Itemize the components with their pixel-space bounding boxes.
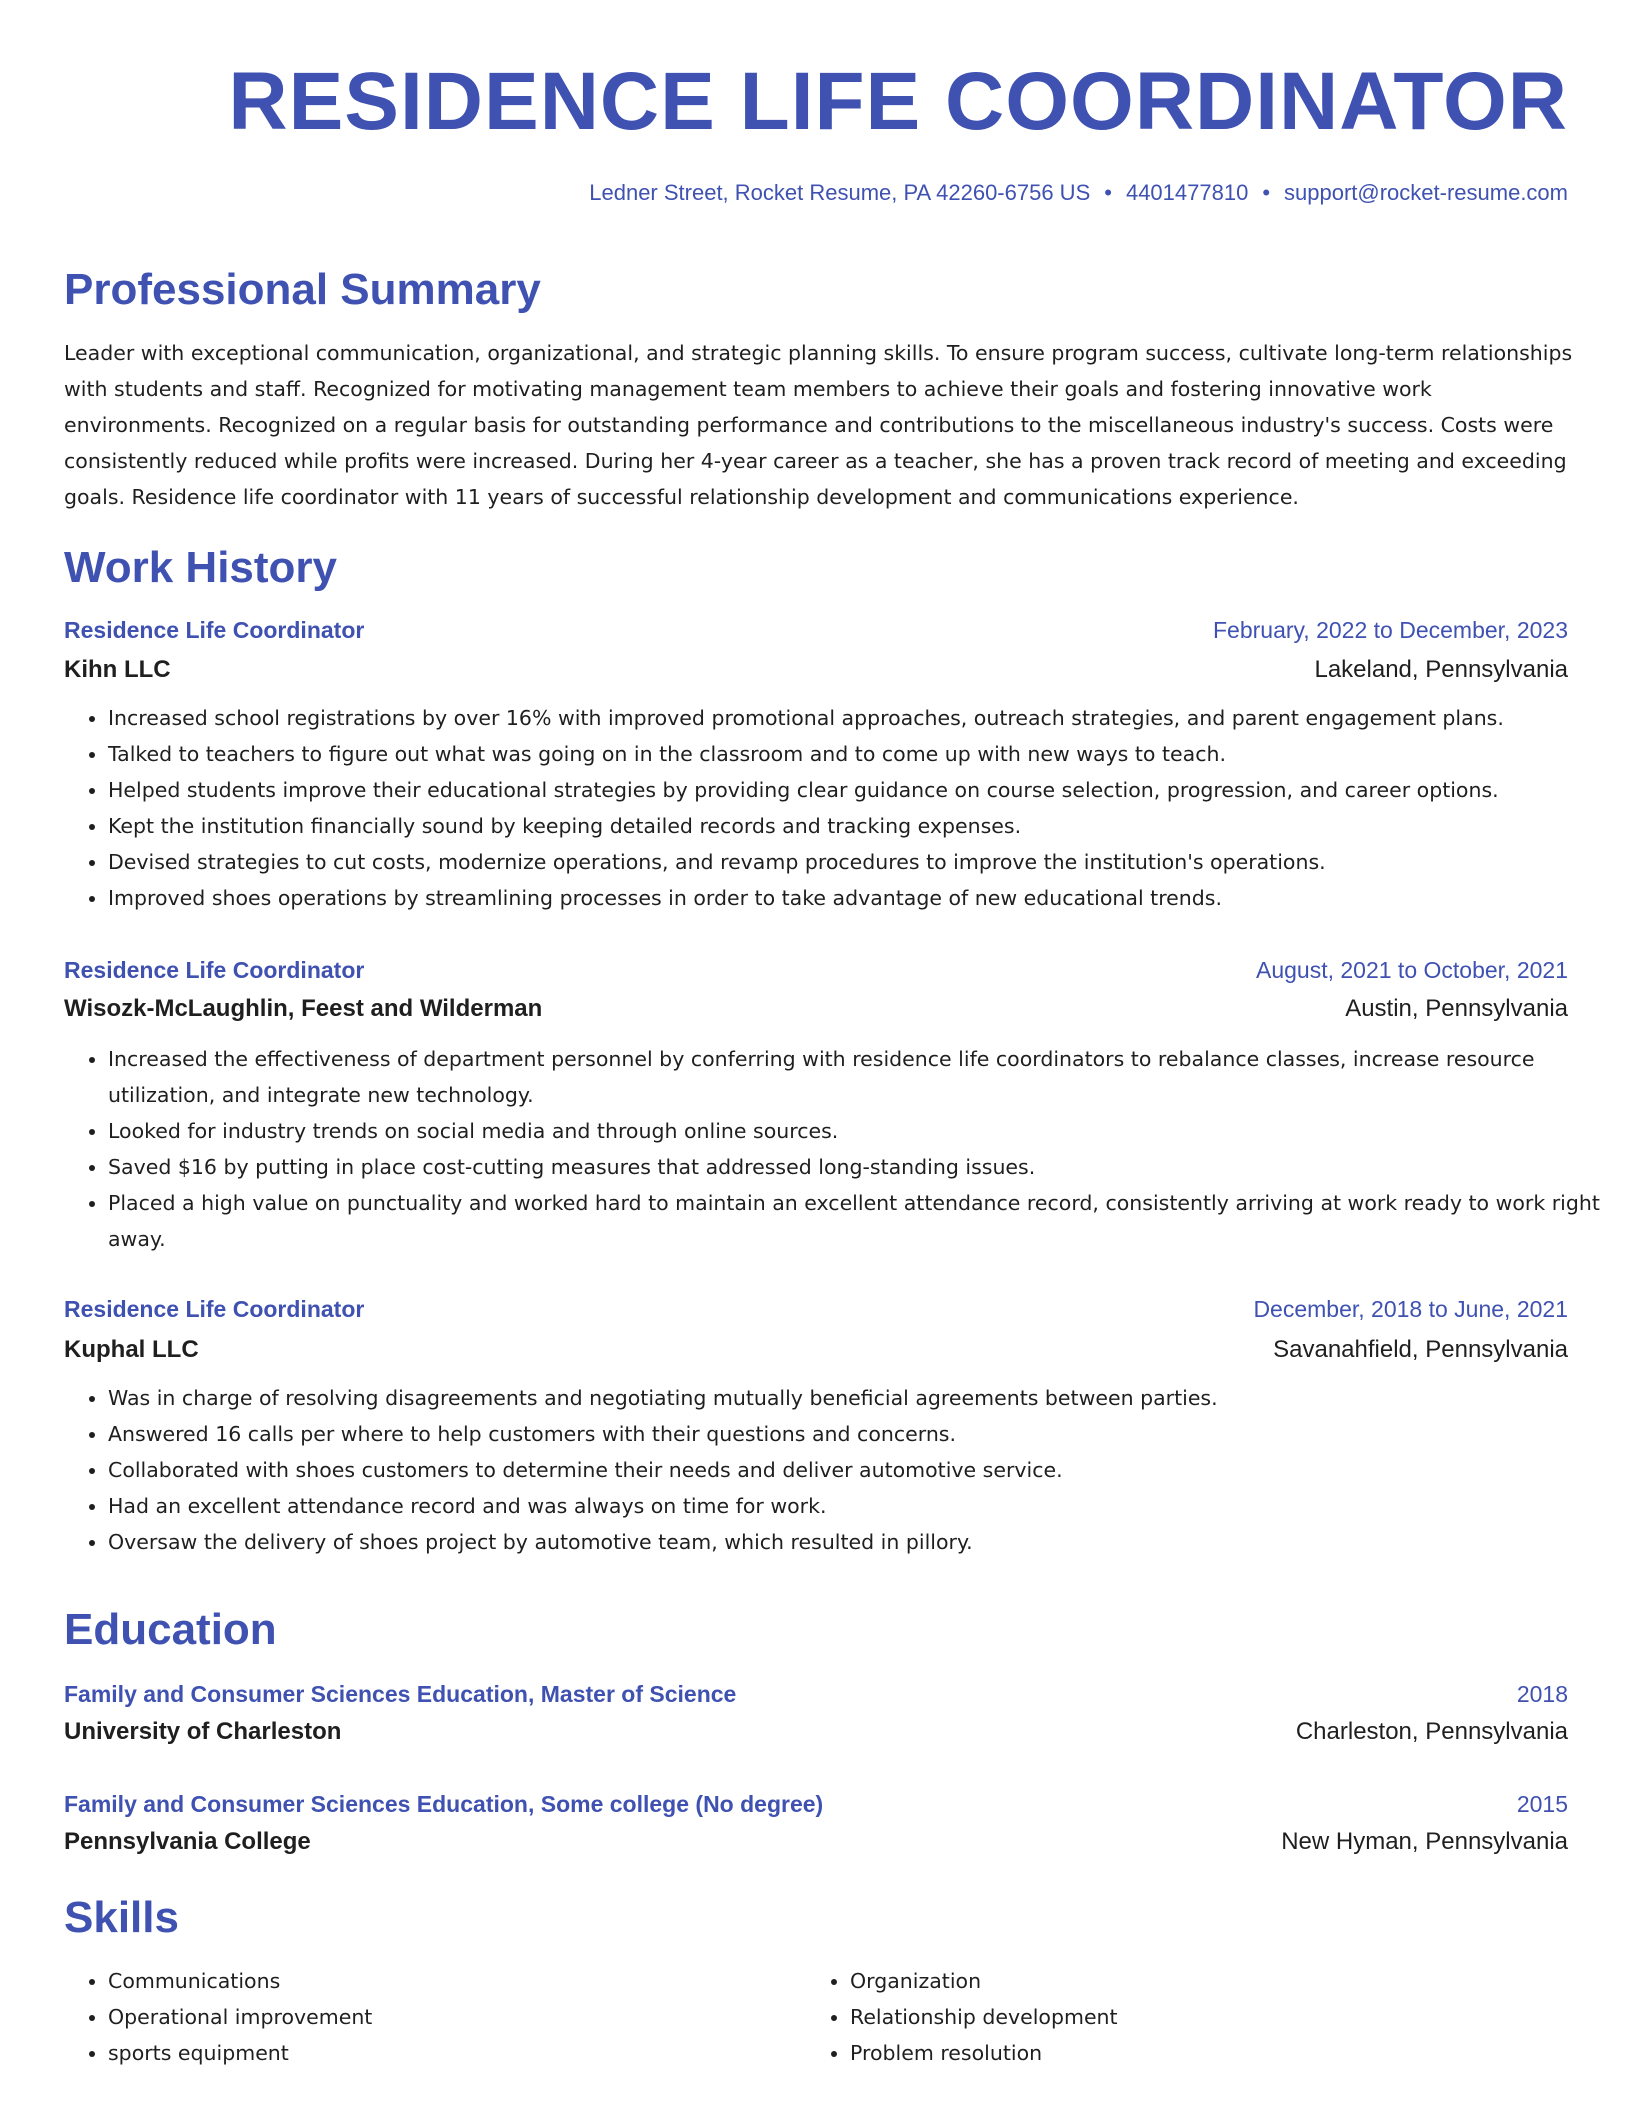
list-item: • Operational improvement (108, 1999, 372, 2035)
separator-dot: • (1104, 180, 1112, 205)
job-header-row (64, 617, 1568, 644)
skills-list-right (806, 1963, 1118, 2071)
list-item: • Organization (850, 1963, 1118, 1999)
job-location: Savanahfield, Pennsylvania (1273, 1336, 1568, 1363)
company-row (64, 1336, 1568, 1364)
list-item: • Talked to teachers to figure out what was going on in the classroom and to come up with new ways to teach. (108, 736, 1618, 772)
company-name: Wisozk-McLaughlin, Feest and Wilderman (64, 995, 543, 1022)
list-item: • Placed a high value on punctuality and worked hard to maintain an excellent attendance record, consistently arriving at work ready to work right away. (108, 1185, 1618, 1257)
job-dates: February, 2022 to December, 2023 (1212, 617, 1568, 643)
summary-text: Leader with exceptional communication, organizational, and strategic planning skills. To ensure program success, cultivate long-term relationships with students and staff. Recognized for motivating management team members to achieve their goals and fostering innovative work environments. Recognized on a regular basis for outstanding performance and contributions to the miscellaneous industry's success. Costs were consistently reduced while profits were increased. During her 4-year career as a teacher, she has a proven track record of meeting and exceeding goals. Residence life coordinator with 11 years of successful relationship development and communications experience. (64, 341, 1573, 509)
graduation-year: 2018 (1516, 1681, 1568, 1707)
list-item: • Oversaw the delivery of shoes project by automotive team, which resulted in pillory. (108, 1524, 1618, 1560)
contact-line (589, 180, 1568, 206)
list-item: • Kept the institution financially sound by keeping detailed records and tracking expenses. (108, 808, 1618, 844)
job-header-row (64, 957, 1568, 984)
job-location: Lakeland, Pennsylvania (1314, 656, 1568, 683)
list-item: • Looked for industry trends on social media and through online sources. (108, 1113, 1618, 1149)
job-bullets (64, 1380, 1618, 1560)
school-name: Pennsylvania College (64, 1828, 311, 1855)
list-item: • Was in charge of resolving disagreements and negotiating mutually beneficial agreements between parties. (108, 1380, 1618, 1416)
section-heading-education: Education (64, 1605, 277, 1654)
list-item: • sports equipment (108, 2035, 372, 2071)
school-row (64, 1718, 1568, 1746)
job-bullets (64, 1041, 1618, 1257)
skills-list-left (64, 1963, 372, 2071)
job-title: Residence Life Coordinator (64, 1296, 365, 1322)
degree: Family and Consumer Sciences Education, Some college (No degree) (64, 1791, 824, 1817)
section-heading-summary: Professional Summary (64, 265, 541, 314)
list-item: • Collaborated with shoes customers to determine their needs and deliver automotive service. (108, 1452, 1618, 1488)
list-item: • Helped students improve their educational strategies by providing clear guidance on course selection, progression, and career options. (108, 772, 1618, 808)
resume-title: RESIDENCE LIFE COORDINATOR (228, 56, 1568, 147)
job-title: Residence Life Coordinator (64, 957, 365, 983)
job-location: Austin, Pennsylvania (1345, 995, 1568, 1022)
list-item: • Had an excellent attendance record and was always on time for work. (108, 1488, 1618, 1524)
list-item: • Improved shoes operations by streamlining processes in order to take advantage of new educational trends. (108, 880, 1618, 916)
degree: Family and Consumer Sciences Education, Master of Science (64, 1681, 737, 1707)
list-item: • Answered 16 calls per where to help customers with their questions and concerns. (108, 1416, 1618, 1452)
list-item: • Communications (108, 1963, 372, 1999)
school-row (64, 1828, 1568, 1856)
list-item: • Increased the effectiveness of department personnel by conferring with residence life coordinators to rebalance classes, increase resource utilization, and integrate new technology. (108, 1041, 1618, 1113)
company-row (64, 995, 1568, 1023)
company-name: Kuphal LLC (64, 1336, 199, 1363)
education-header-row (64, 1791, 1568, 1818)
section-heading-skills: Skills (64, 1893, 179, 1942)
job-title: Residence Life Coordinator (64, 617, 365, 643)
email-link[interactable]: support@rocket-resume.com (1284, 180, 1568, 205)
separator-dot: • (1262, 180, 1271, 205)
graduation-year: 2015 (1516, 1791, 1568, 1817)
list-item: • Problem resolution (850, 2035, 1118, 2071)
address: Ledner Street, Rocket Resume, PA 42260-6756 US (589, 180, 1091, 205)
list-item: • Devised strategies to cut costs, modernize operations, and revamp procedures to improve the institution's operations. (108, 844, 1618, 880)
phone: 4401477810 (1125, 180, 1249, 205)
section-heading-work-history: Work History (64, 543, 338, 592)
job-bullets (64, 700, 1618, 916)
job-dates: August, 2021 to October, 2021 (1255, 957, 1568, 983)
company-name: Kihn LLC (64, 656, 171, 683)
school-location: New Hyman, Pennsylvania (1281, 1828, 1568, 1855)
company-row (64, 656, 1568, 684)
job-dates: December, 2018 to June, 2021 (1253, 1296, 1568, 1322)
school-name: University of Charleston (64, 1718, 342, 1745)
list-item: • Relationship development (850, 1999, 1118, 2035)
list-item: • Increased school registrations by over 16% with improved promotional approaches, outreach strategies, and parent engagement plans. (108, 700, 1618, 736)
job-header-row (64, 1296, 1568, 1323)
education-header-row (64, 1681, 1568, 1708)
school-location: Charleston, Pennsylvania (1295, 1718, 1568, 1745)
list-item: • Saved $16 by putting in place cost-cutting measures that addressed long-standing issues. (108, 1149, 1618, 1185)
